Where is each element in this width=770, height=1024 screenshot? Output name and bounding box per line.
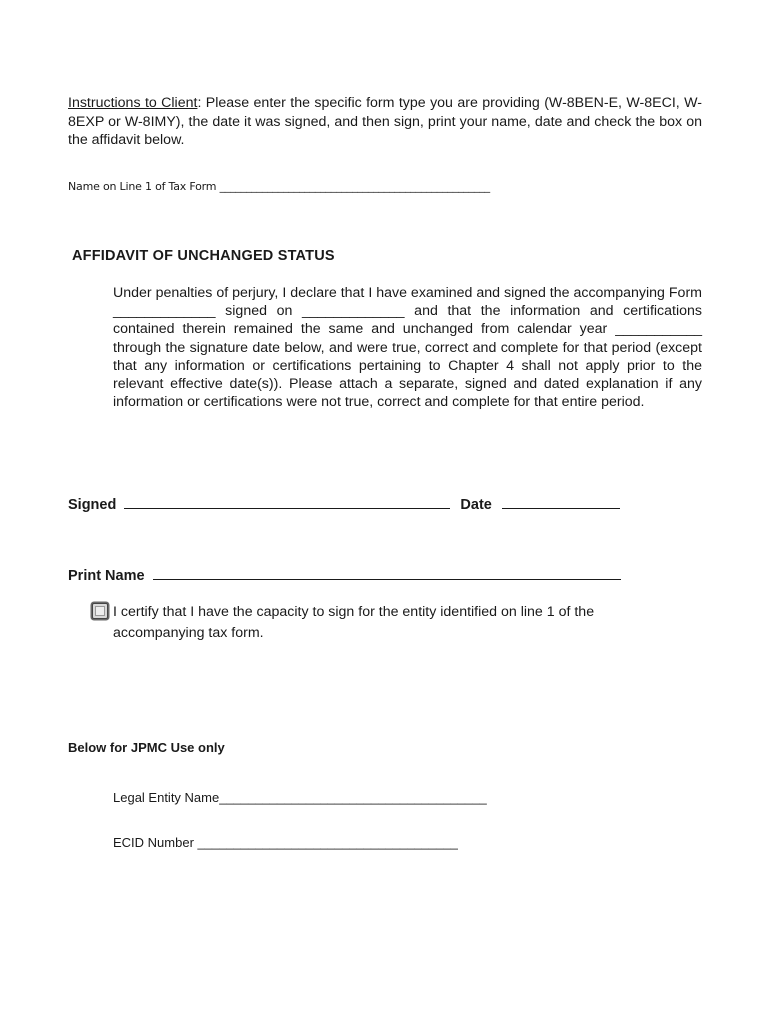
checkbox-inner — [95, 606, 105, 616]
date-field[interactable] — [502, 494, 620, 509]
signature-field[interactable] — [124, 494, 450, 509]
affidavit-body: Under penalties of perjury, I declare that I have examined and signed the accompanying Form _____________ signed on _____________ and that the information and certifications contained therein remained the same and unchanged from calendar year ___________ through the signature date below, and were true, correct and complete for that period (except that any information or certifications pertaining to Chapter 4 shall not apply prior to the relevant effective date(s)). Please attach a separate, signed and dated explanation if any information or certifications were not true, correct and complete for that entire period. — [113, 285, 702, 411]
print-name-field[interactable] — [153, 565, 621, 580]
signature-row — [68, 494, 620, 513]
jpmc-section-heading: Below for JPMC Use only — [68, 740, 225, 755]
print-name-row — [68, 565, 621, 584]
print-name-label: Print Name — [68, 568, 145, 584]
affidavit-title: AFFIDAVIT OF UNCHANGED STATUS — [72, 248, 335, 264]
instructions-paragraph — [68, 94, 702, 150]
certify-text: I certify that I have the capacity to sign for the entity identified on line 1 of the accompanying tax form. — [113, 604, 595, 641]
name-on-line1-field[interactable]: Name on Line 1 of Tax Form ___________________________________________________ — [68, 180, 490, 193]
certify-checkbox[interactable] — [92, 603, 108, 619]
signed-label: Signed — [68, 497, 117, 513]
date-label: Date — [460, 497, 492, 513]
instructions-text: : Please enter the specific form type you are providing (W-8BEN-E, W-8ECI, W-8EXP or W-8IMY), the date it was signed, and then sign, print your name, date and check the box on the affidavit below. — [68, 95, 702, 148]
instructions-lead: Instructions to Client — [68, 95, 198, 111]
ecid-number-field[interactable]: ECID Number ____________________________________ — [113, 835, 458, 850]
legal-entity-name-field[interactable]: Legal Entity Name_____________________________________ — [113, 790, 487, 805]
